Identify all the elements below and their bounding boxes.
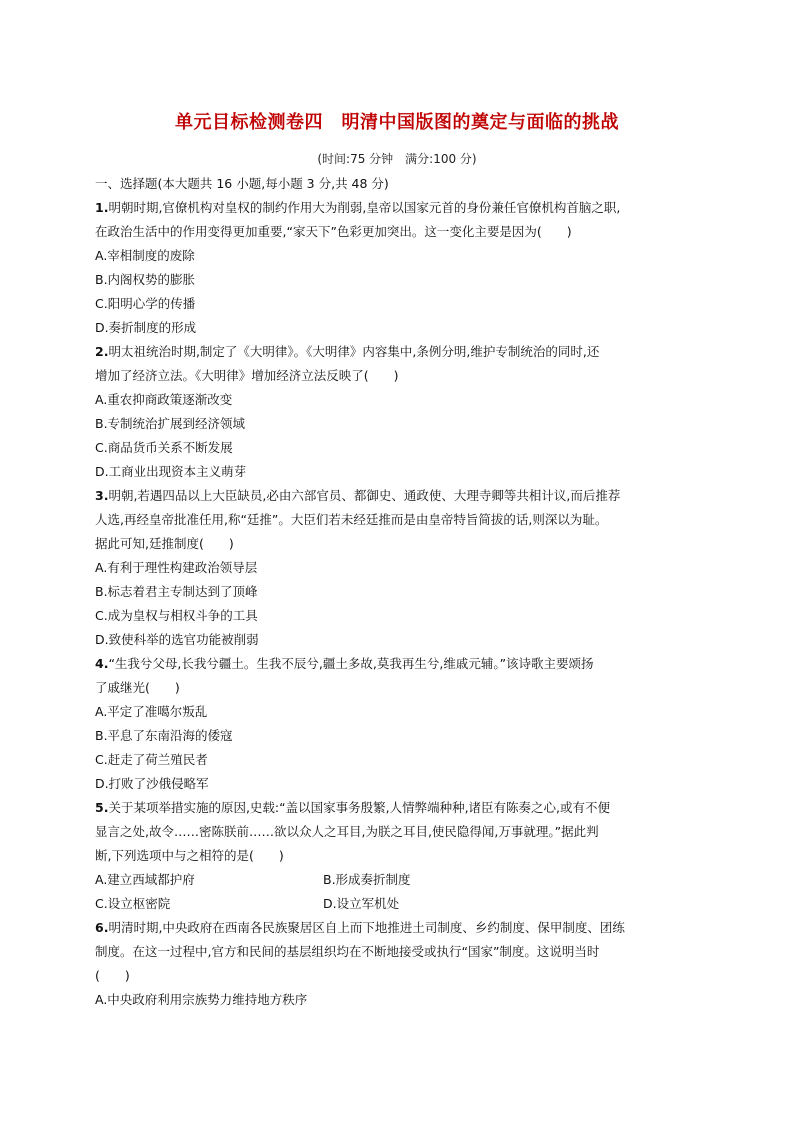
question-5 (95, 796, 715, 916)
question-number: 3. (95, 488, 109, 503)
question-2 (95, 340, 715, 484)
page-title: 单元目标检测卷四 明清中国版图的奠定与面临的挑战 (175, 112, 619, 133)
exam-meta: (时间:75 分钟 满分:100 分) (317, 152, 477, 166)
section-heading: 一、选择题(本大题共 16 小题,每小题 3 分,共 48 分) (95, 176, 389, 191)
question-1 (95, 196, 715, 340)
question-6 (95, 916, 715, 1012)
option-c[interactable]: C.商品货币关系不断发展 (95, 440, 233, 455)
option-a[interactable]: A.平定了准噶尔叛乱 (95, 704, 208, 719)
option-d[interactable]: D.奏折制度的形成 (95, 320, 197, 335)
option-c[interactable]: C.成为皇权与相权斗争的工具 (95, 608, 258, 623)
question-text: 据此可知,廷推制度( ) (95, 536, 234, 551)
question-text: 显言之处,故令……密陈朕前……欲以众人之耳目,为朕之耳目,使民隐得闻,万事就理。”据此判 (95, 824, 599, 839)
question-3-line-1 (95, 484, 715, 508)
question-text: 明朝时期,官僚机构对皇权的制约作用大为削弱,皇帝以国家元首的身份兼任官僚机构首脑之职, (108, 200, 621, 215)
question-4-line-1 (95, 652, 715, 676)
question-number: 4. (95, 656, 109, 671)
option-a[interactable]: A.中央政府利用宗族势力维持地方秩序 (95, 992, 308, 1007)
question-text: 断,下列选项中与之相符的是( ) (95, 848, 284, 863)
question-text: ( ) (95, 968, 130, 983)
question-text: 人选,再经皇帝批准任用,称“廷推”。大臣们若未经廷推而是由皇帝特旨简拔的话,则深以为耻。 (95, 512, 608, 527)
option-row (95, 868, 715, 892)
question-text: 明朝,若遇四品以上大臣缺员,必由六部官员、都御史、通政使、大理寺卿等共相计议,而后推荐 (108, 488, 621, 503)
question-text: 明清时期,中央政府在西南各民族聚居区自上而下地推进土司制度、乡约制度、保甲制度、团练 (108, 920, 625, 935)
option-d[interactable]: D.致使科举的选官功能被削弱 (95, 632, 259, 647)
option-c[interactable]: C.设立枢密院 (95, 896, 171, 911)
question-text: 增加了经济立法。《大明律》增加经济立法反映了( ) (95, 368, 399, 383)
option-c[interactable]: C.赶走了荷兰殖民者 (95, 752, 208, 767)
question-number: 6. (95, 920, 109, 935)
question-number: 2. (95, 344, 109, 359)
option-b[interactable]: B.内阁权势的膨胀 (95, 272, 196, 287)
question-text: 在政治生活中的作用变得更加重要,“家天下”色彩更加突出。这一变化主要是因为( ) (95, 224, 572, 239)
option-c[interactable]: C.阳明心学的传播 (95, 296, 196, 311)
option-a[interactable]: A.宰相制度的废除 (95, 248, 195, 263)
question-6-line-1 (95, 916, 715, 940)
option-b[interactable]: B.专制统治扩展到经济领域 (95, 416, 246, 431)
option-d[interactable]: D.设立军机处 (323, 896, 400, 911)
question-3 (95, 484, 715, 652)
question-text: 明太祖统治时期,制定了《大明律》。《大明律》内容集中,条例分明,维护专制统治的同时,还 (108, 344, 600, 359)
exam-content (95, 172, 715, 1012)
question-4 (95, 652, 715, 796)
option-b[interactable]: B.形成奏折制度 (323, 872, 411, 887)
question-number: 1. (95, 200, 109, 215)
question-text: 关于某项举措实施的原因,史载:“盖以国家事务殷繁,人情弊端种种,诸臣有陈奏之心,或有不便 (108, 800, 611, 815)
option-b[interactable]: B.标志着君主专制达到了顶峰 (95, 584, 258, 599)
option-d[interactable]: D.打败了沙俄侵略军 (95, 776, 209, 791)
question-5-line-1 (95, 796, 715, 820)
question-number: 5. (95, 800, 109, 815)
question-text: 制度。在这一过程中,官方和民间的基层组织均在不断地接受或执行“国家”制度。这说明当时 (95, 944, 600, 959)
option-b[interactable]: B.平息了东南沿海的倭寇 (95, 728, 233, 743)
option-d[interactable]: D.工商业出现资本主义萌芽 (95, 464, 247, 479)
option-a[interactable]: A.有利于理性构建政治领导层 (95, 560, 258, 575)
question-2-line-1 (95, 340, 715, 364)
option-a[interactable]: A.重农抑商政策逐渐改变 (95, 392, 233, 407)
question-text: 了戚继光( ) (95, 680, 180, 695)
question-1-line-1 (95, 196, 715, 220)
option-row (95, 892, 715, 916)
question-text: “生我兮父母,长我兮疆土。生我不辰兮,疆土多故,莫我再生兮,维戚元辅。”该诗歌主要颂扬 (108, 656, 594, 671)
option-a[interactable]: A.建立西域都护府 (95, 872, 195, 887)
